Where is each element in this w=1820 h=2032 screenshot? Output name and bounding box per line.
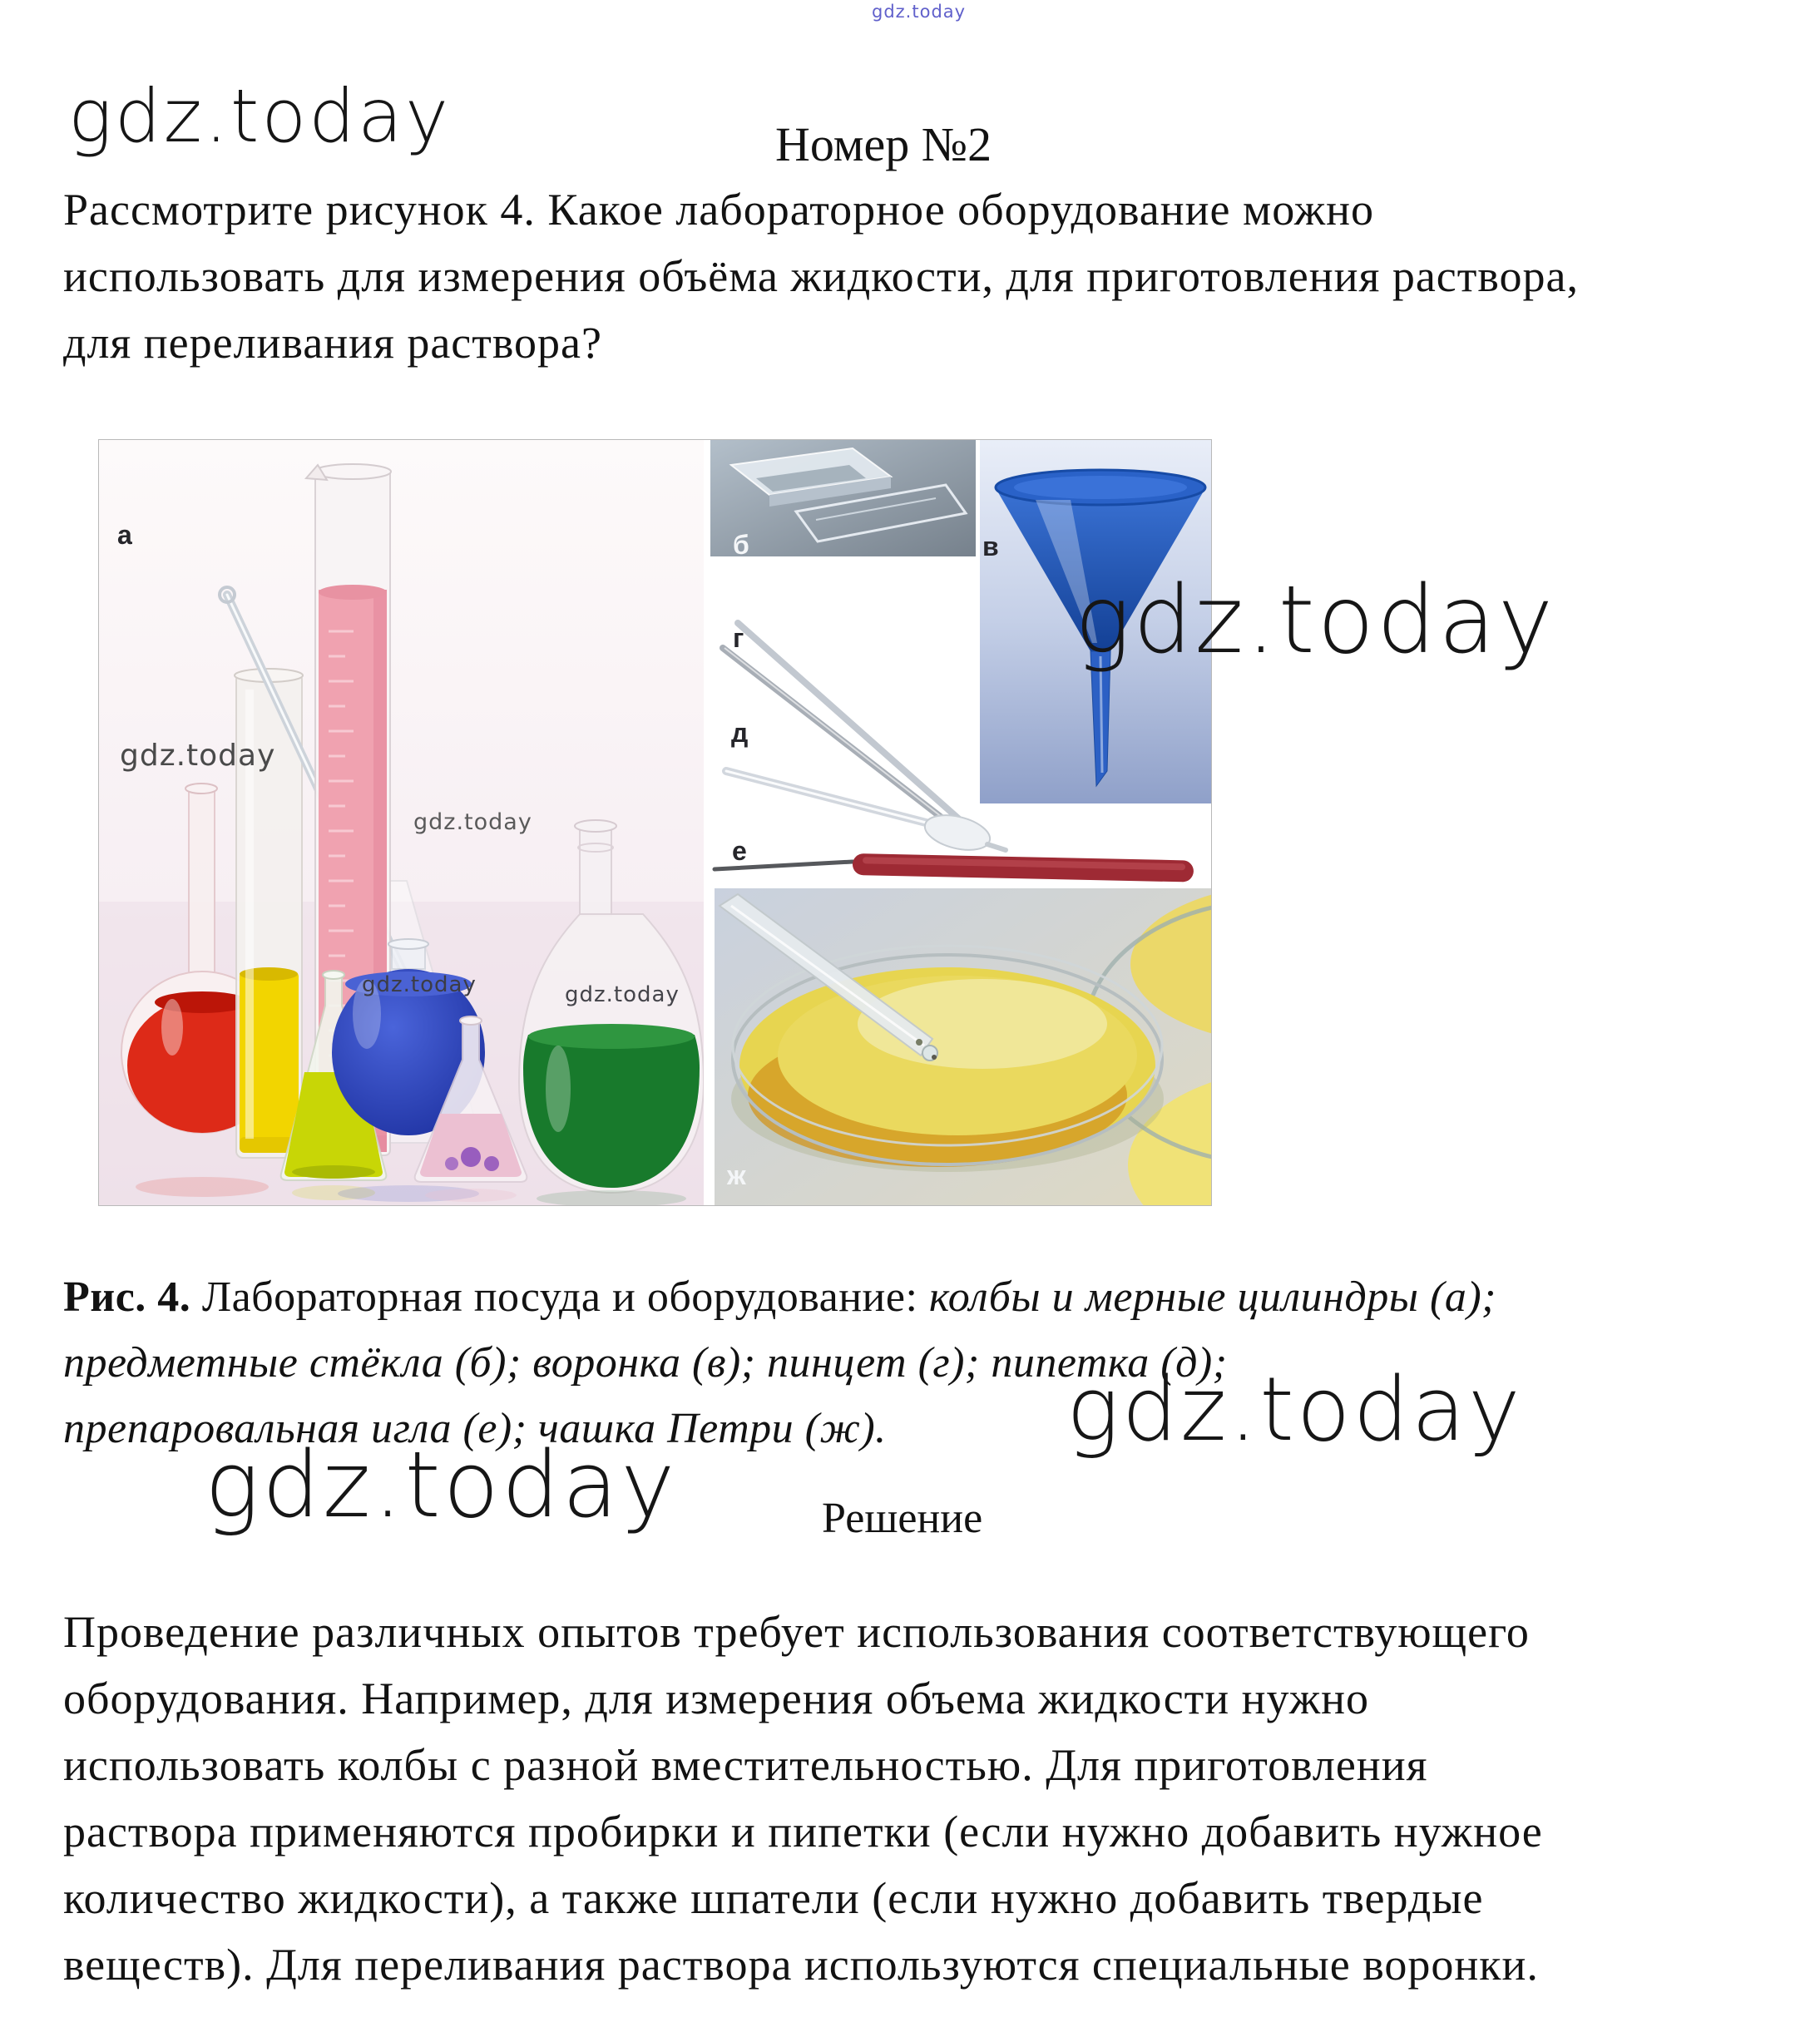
watermark-bottom-right: gdz.today — [1066, 1358, 1523, 1461]
figure-lab-equipment-photo — [98, 439, 1212, 1206]
figure-label-d: д — [731, 718, 749, 748]
caption-figure-number: Рис. 4. — [63, 1273, 191, 1321]
solution-line: количество жидкости), а также шпатели (если нужно добавить твердые — [63, 1873, 1484, 1923]
question-line: для переливания раствора? — [63, 318, 602, 368]
solution-line: использовать колбы с разной вместительностью. Для приготовления — [63, 1740, 1428, 1790]
solution-line: раствора применяются пробирки и пипетки (если нужно добавить нужное — [63, 1807, 1543, 1856]
figure-label-e: е — [732, 836, 747, 866]
solution-block — [63, 1599, 1543, 1998]
solution-line: оборудования. Например, для измерения объема жидкости нужно — [63, 1674, 1370, 1723]
caption-line-1 — [63, 1264, 1496, 1330]
watermark-top-blue: gdz.today — [872, 2, 967, 22]
figure-label-g: г — [733, 623, 744, 653]
figure-label-b: б — [733, 530, 749, 560]
question-line: использовать для измерения объёма жидкости, для приготовления раствора, — [63, 251, 1579, 301]
question-block — [63, 176, 1579, 376]
watermark-photo-left: gdz.today — [120, 739, 276, 773]
lab-equipment-illustration — [99, 440, 1211, 1205]
watermark-photo-green-flask: gdz.today — [565, 982, 680, 1007]
watermark-right-middle: gdz.today — [1075, 566, 1556, 675]
figure-label-a: а — [117, 520, 132, 550]
watermark-top-left: gdz.today — [68, 73, 452, 159]
watermark-photo-blue-flask: gdz.today — [362, 972, 477, 997]
solution-line: Проведение различных опытов требует использования соответствующего — [63, 1607, 1530, 1657]
page-title: Номер №2 — [775, 117, 992, 171]
caption-regular-text: Лабораторная посуда и оборудование: — [190, 1273, 929, 1321]
question-line: Рассмотрите рисунок 4. Какое лабораторное оборудование можно — [63, 185, 1375, 235]
caption-line-2: предметные стёкла (б); воронка (в); пинцет (г); пипетка (д); — [63, 1339, 1228, 1387]
solution-heading: Решение — [822, 1495, 983, 1542]
figure-label-v: в — [982, 531, 999, 561]
watermark-photo-middle: gdz.today — [413, 809, 532, 835]
watermark-bottom-left: gdz.today — [205, 1431, 678, 1538]
caption-italic-part: колбы и мерные цилиндры (а); — [928, 1273, 1496, 1321]
figure-label-zh: ж — [727, 1160, 746, 1190]
caption-line-3: препаровальная игла (е); чашка Петри (ж). — [63, 1405, 887, 1452]
solution-line: веществ). Для переливания раствора используются специальные воронки. — [63, 1940, 1539, 1990]
